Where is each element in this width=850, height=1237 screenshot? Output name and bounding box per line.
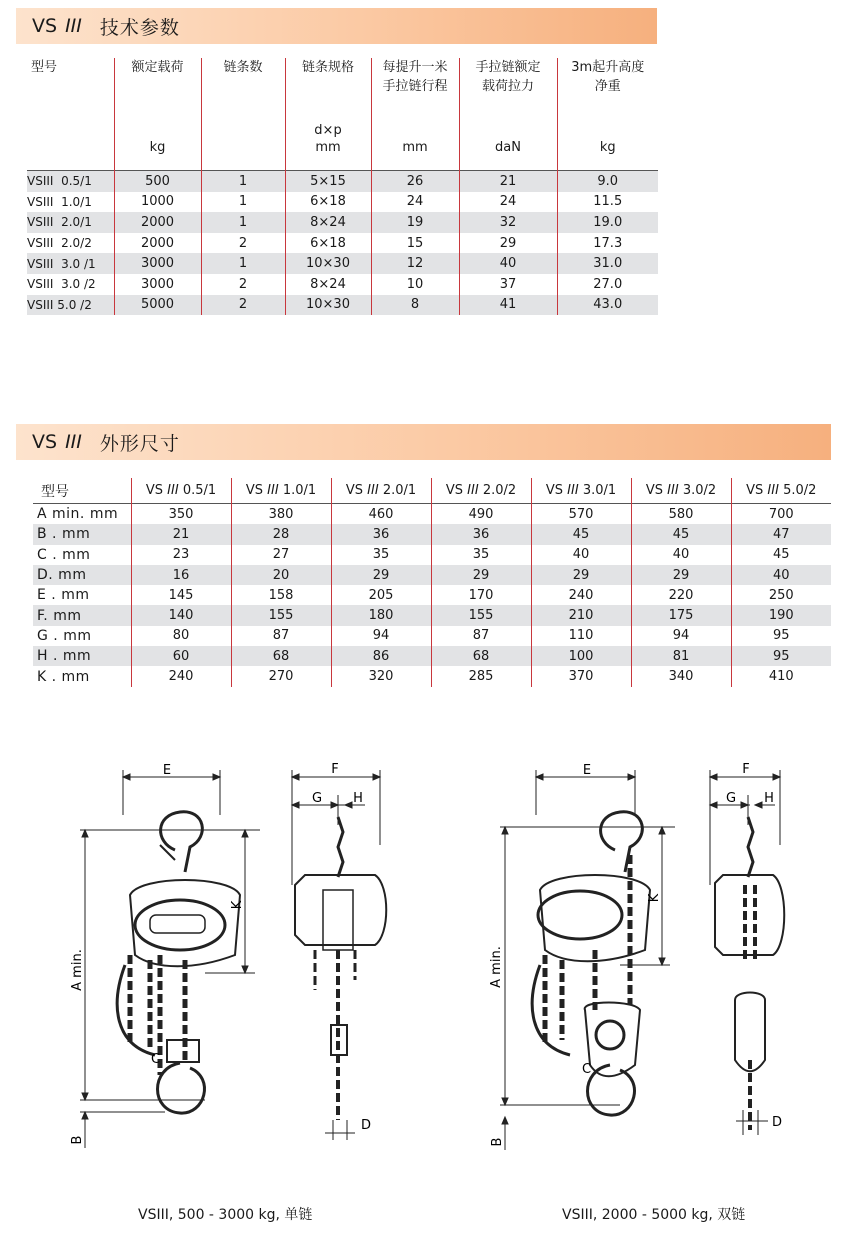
value-cell: 19 [371, 212, 459, 233]
value-cell: 24 [371, 192, 459, 213]
section-header-dimensions [16, 424, 831, 460]
dimension-label: D. mm [33, 565, 131, 585]
model-roman: III [667, 483, 679, 498]
value-cell: 19.0 [557, 212, 658, 233]
value-cell: 87 [431, 626, 531, 646]
section-header-tech [16, 8, 657, 44]
model-size: 2.0/2 [482, 483, 517, 498]
value-cell: 10×30 [285, 253, 371, 274]
dim-label-d: D [361, 1118, 372, 1133]
table-row [27, 171, 658, 192]
dim-label-k: K [647, 893, 662, 903]
value-cell: 180 [331, 605, 431, 625]
value-cell: 27 [231, 545, 331, 565]
value-cell: 100 [531, 646, 631, 666]
value-cell: 155 [231, 605, 331, 625]
model-prefix: VS [145, 483, 164, 498]
value-cell: 1 [201, 212, 285, 233]
col-header-model-variant [331, 478, 431, 504]
dimension-label: A min. mm [37, 506, 119, 523]
value-cell: 10 [371, 274, 459, 295]
model-prefix: VS [445, 483, 464, 498]
value-cell: 2 [201, 233, 285, 254]
value-cell: 29 [631, 565, 731, 585]
value-cell: 220 [631, 585, 731, 605]
value-cell: 35 [331, 545, 431, 565]
table-row [33, 545, 831, 565]
value-cell: 17.3 [557, 233, 658, 254]
value-cell: 380 [231, 504, 331, 525]
dim-label-e: E [582, 763, 592, 778]
value-cell: 27.0 [557, 274, 658, 295]
value-cell: 40 [459, 253, 557, 274]
value-cell: 60 [131, 646, 231, 666]
model-roman: III [367, 483, 379, 498]
col-header-model-variant [131, 478, 231, 504]
value-cell: 1000 [114, 192, 201, 213]
col-header-net-weight: 3m起升高度 净重 kg [557, 58, 658, 171]
value-cell: 370 [531, 666, 631, 686]
dim-label-c: C [582, 1062, 592, 1077]
value-cell: 24 [459, 192, 557, 213]
dimension-label: G . mm [37, 627, 92, 644]
value-cell: 41 [459, 295, 557, 316]
col-header-model: 型号 [41, 483, 69, 500]
col-header-model: 型号 [31, 60, 58, 75]
value-cell: 8×24 [285, 274, 371, 295]
value-cell: 3000 [114, 274, 201, 295]
value-cell: 3000 [114, 253, 201, 274]
dimension-label: E . mm [37, 587, 90, 604]
table-header-row [27, 58, 658, 171]
col-header-pull-force: 手拉链额定 载荷拉力 daN [459, 58, 557, 171]
section-prefix: VS [32, 431, 58, 453]
value-cell: 8 [371, 295, 459, 316]
value-cell: 205 [331, 585, 431, 605]
value-cell: 16 [131, 565, 231, 585]
col-header-chain-count: 链条数 [201, 58, 285, 171]
model-size: 5.0/2 [783, 483, 817, 498]
table-row [27, 212, 658, 233]
value-cell: 700 [731, 504, 831, 525]
dim-label-h: H [353, 791, 363, 806]
col-header-model-variant [231, 478, 331, 504]
dim-label-e: E [162, 763, 172, 778]
value-cell: 500 [114, 171, 201, 192]
value-cell: 81 [631, 646, 731, 666]
table-row [33, 626, 831, 646]
model-size: 3.0/1 [582, 483, 617, 498]
value-cell: 1 [201, 192, 285, 213]
value-cell: 86 [331, 646, 431, 666]
value-cell: 11.5 [557, 192, 658, 213]
dim-label-h: H [764, 791, 774, 806]
caption-double-chain: VSIII, 2000 - 5000 kg, 双链 [562, 1207, 746, 1223]
value-cell: 158 [231, 585, 331, 605]
table-row [27, 233, 658, 254]
col-header-chain-travel: 每提升一米 手拉链行程 mm [371, 58, 459, 171]
model-cell: VSIII 3.0 /1 [27, 253, 114, 274]
col-header-model-variant [531, 478, 631, 504]
model-size: 2.0/1 [382, 483, 417, 498]
value-cell: 460 [331, 504, 431, 525]
model-roman: III [467, 483, 479, 498]
value-cell: 94 [331, 626, 431, 646]
value-cell: 155 [431, 605, 531, 625]
model-size: 1.0/1 [282, 483, 317, 498]
value-cell: 21 [131, 524, 231, 544]
value-cell: 29 [331, 565, 431, 585]
model-size: 0.5/1 [182, 483, 217, 498]
dim-label-b: B [490, 1137, 505, 1147]
value-cell: 21 [459, 171, 557, 192]
value-cell: 29 [431, 565, 531, 585]
col-header-model-variant [731, 478, 831, 504]
model-size: 3.0/2 [682, 483, 717, 498]
value-cell: 5×15 [285, 171, 371, 192]
value-cell: 45 [631, 524, 731, 544]
value-cell: 210 [531, 605, 631, 625]
value-cell: 32 [459, 212, 557, 233]
value-cell: 6×18 [285, 233, 371, 254]
dim-label-d: D [772, 1115, 783, 1130]
value-cell: 12 [371, 253, 459, 274]
value-cell: 570 [531, 504, 631, 525]
dimension-label: B . mm [33, 524, 131, 544]
col-header-chain-spec: 链条规格 d×p mm [285, 58, 371, 171]
table-row [27, 274, 658, 295]
value-cell: 26 [371, 171, 459, 192]
value-cell: 190 [731, 605, 831, 625]
table-row [33, 524, 831, 544]
table-row [27, 253, 658, 274]
hoist-drawing-double-chain [470, 755, 810, 1155]
value-cell: 40 [731, 565, 831, 585]
table-row [33, 646, 831, 666]
value-cell: 94 [631, 626, 731, 646]
value-cell: 80 [131, 626, 231, 646]
value-cell: 95 [731, 626, 831, 646]
dimension-label: C . mm [37, 546, 91, 563]
value-cell: 580 [631, 504, 731, 525]
model-cell: VSIII 0.5/1 [27, 171, 114, 192]
value-cell: 8×24 [285, 212, 371, 233]
dim-label-a: A min. [489, 946, 504, 988]
value-cell: 87 [231, 626, 331, 646]
value-cell: 47 [731, 524, 831, 544]
table-row [27, 192, 658, 213]
value-cell: 2000 [114, 233, 201, 254]
value-cell: 40 [631, 545, 731, 565]
section-title: 外形尺寸 [99, 432, 180, 455]
section-roman: III [65, 431, 82, 453]
value-cell: 270 [231, 666, 331, 686]
value-cell: 350 [131, 504, 231, 525]
model-prefix: VS [746, 483, 764, 498]
model-cell: VSIII 1.0/1 [27, 194, 92, 209]
value-cell: 20 [231, 565, 331, 585]
value-cell: 170 [431, 585, 531, 605]
value-cell: 2000 [114, 212, 201, 233]
table-row [27, 295, 658, 316]
dimensions-table [33, 478, 831, 687]
value-cell: 15 [371, 233, 459, 254]
model-roman: III [767, 483, 779, 498]
value-cell: 1 [201, 171, 285, 192]
value-cell: 29 [531, 565, 631, 585]
value-cell: 43.0 [557, 295, 658, 316]
model-cell: VSIII 2.0/2 [27, 236, 92, 251]
model-prefix: VS [645, 483, 664, 498]
value-cell: 45 [531, 524, 631, 544]
table-header-row [33, 478, 831, 504]
value-cell: 68 [231, 646, 331, 666]
value-cell: 36 [431, 524, 531, 544]
value-cell: 490 [431, 504, 531, 525]
model-cell: VSIII 5.0 /2 [27, 295, 114, 316]
table-row [33, 504, 831, 525]
value-cell: 29 [459, 233, 557, 254]
table-row [33, 605, 831, 625]
value-cell: 23 [131, 545, 231, 565]
model-prefix: VS [245, 483, 264, 498]
dim-label-a: A min. [70, 949, 85, 991]
value-cell: 285 [431, 666, 531, 686]
section-title: 技术参数 [99, 16, 180, 39]
value-cell: 250 [731, 585, 831, 605]
value-cell: 175 [631, 605, 731, 625]
value-cell: 340 [631, 666, 731, 686]
value-cell: 410 [731, 666, 831, 686]
dimension-label: K . mm [37, 668, 90, 685]
value-cell: 31.0 [557, 253, 658, 274]
model-roman: III [267, 483, 279, 498]
value-cell: 10×30 [285, 295, 371, 316]
dim-label-g: G [725, 791, 737, 806]
dim-label-f: F [742, 762, 750, 777]
value-cell: 240 [531, 585, 631, 605]
value-cell: 1 [201, 253, 285, 274]
col-header-model-variant [631, 478, 731, 504]
col-header-model-variant [431, 478, 531, 504]
dim-label-c: C [151, 1052, 161, 1067]
model-cell: VSIII 3.0 /2 [27, 277, 96, 292]
dim-label-g: G [311, 791, 323, 806]
value-cell: 37 [459, 274, 557, 295]
value-cell: 35 [431, 545, 531, 565]
model-prefix: VS [545, 483, 564, 498]
table-row [33, 585, 831, 605]
value-cell: 45 [731, 545, 831, 565]
value-cell: 2 [201, 295, 285, 316]
dimension-label: H . mm [33, 646, 131, 666]
model-cell: VSIII 2.0/1 [27, 212, 114, 233]
value-cell: 6×18 [285, 192, 371, 213]
table-row [33, 666, 831, 686]
dim-label-b: B [70, 1135, 85, 1145]
value-cell: 145 [131, 585, 231, 605]
value-cell: 68 [431, 646, 531, 666]
model-roman: III [167, 483, 179, 498]
value-cell: 140 [131, 605, 231, 625]
value-cell: 28 [231, 524, 331, 544]
col-header-rated-load: 额定载荷 kg [114, 58, 201, 171]
value-cell: 95 [731, 646, 831, 666]
model-roman: III [567, 483, 579, 498]
section-roman: III [65, 15, 82, 37]
table-row [33, 565, 831, 585]
caption-single-chain: VSIII, 500 - 3000 kg, 单链 [138, 1207, 313, 1223]
value-cell: 36 [331, 524, 431, 544]
value-cell: 5000 [114, 295, 201, 316]
hoist-drawing-single-chain [55, 755, 395, 1150]
dimension-label: F. mm [33, 605, 131, 625]
tech-spec-table [27, 58, 658, 315]
value-cell: 9.0 [557, 171, 658, 192]
value-cell: 240 [131, 666, 231, 686]
dim-label-f: F [331, 762, 339, 777]
dim-label-k: K [230, 900, 245, 910]
model-prefix: VS [345, 483, 364, 498]
value-cell: 320 [331, 666, 431, 686]
value-cell: 110 [531, 626, 631, 646]
value-cell: 2 [201, 274, 285, 295]
section-prefix: VS [32, 15, 58, 37]
value-cell: 40 [531, 545, 631, 565]
